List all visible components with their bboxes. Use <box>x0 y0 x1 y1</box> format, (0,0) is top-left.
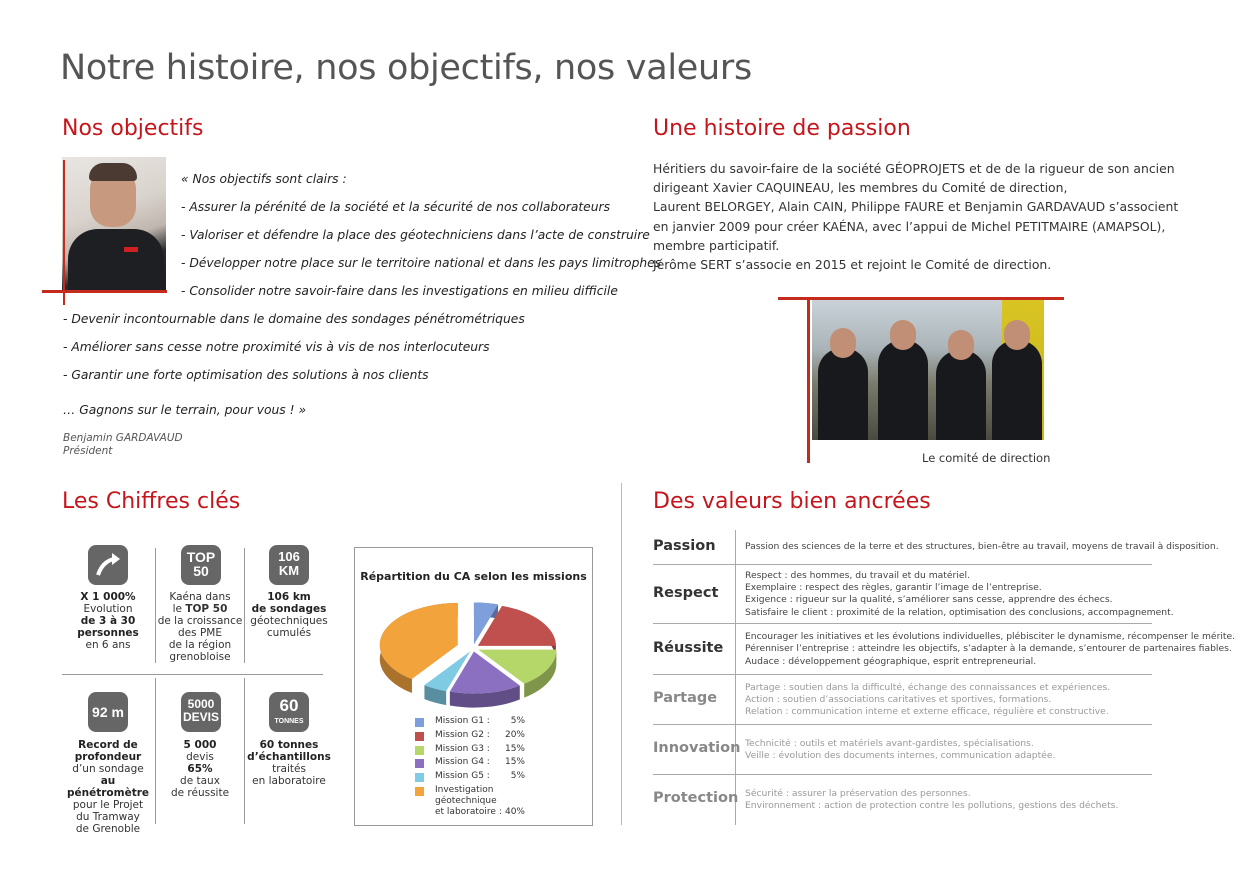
kf-line: 5 000 <box>183 739 217 751</box>
value-name: Respect <box>653 584 719 601</box>
legend-label: Mission G5 : <box>435 771 490 782</box>
kf-line: pour le Projet <box>72 799 144 811</box>
kf-line: grenobloise <box>169 651 231 663</box>
quote-line: - Consolider notre savoir-faire dans les investigations en milieu difficile <box>181 284 618 298</box>
kf-line: de taux <box>180 775 220 787</box>
quote-line: « Nos objectifs sont clairs : <box>181 172 347 186</box>
legend-value: 15% <box>504 757 525 768</box>
value-description <box>745 631 1235 668</box>
signature <box>63 432 183 458</box>
value-description-line: Passion des sciences de la terre et des structures, bien-être au travail, moyens de travail à disposition. <box>745 541 1219 553</box>
kf-line: Evolution <box>83 603 133 615</box>
quote-line: - Assurer la pérénité de la société et la sécurité de nos collaborateurs <box>181 200 610 214</box>
kf-line: géotechniques <box>250 615 328 627</box>
histoire-paragraph <box>653 159 1193 274</box>
legend-value: 5% <box>510 771 525 782</box>
histoire-line: Jérôme SERT s’associe en 2015 et rejoint le Comité de direction. <box>653 257 1052 273</box>
kf-line: 60 tonnes <box>259 739 319 751</box>
kf-line: de la région <box>168 639 232 651</box>
kf-line: 65% <box>187 763 213 775</box>
value-row-protection <box>653 775 1153 825</box>
kf-line: de 3 à 30 <box>80 615 136 627</box>
legend-value: 5% <box>510 716 525 726</box>
kf-line: des PME <box>178 627 222 639</box>
value-description-line: Action : soutien d’associations caritatives et sportives, formations. <box>745 693 1052 705</box>
quote-line: - Devenir incontournable dans le domaine des sondages pénétrométriques <box>63 312 525 326</box>
kf-line: X 1 000% <box>80 591 136 603</box>
key-figure-top50 <box>156 591 244 663</box>
kf-line: d’échantillons <box>247 751 331 763</box>
legend-swatch <box>415 787 424 796</box>
value-description <box>745 788 1118 813</box>
histoire-heading: Une histoire de passion <box>653 116 911 141</box>
value-row-réussite <box>653 624 1236 675</box>
value-description-line: Exigence : rigueur sur la qualité, s’améliorer sans cesse, apprendre des échecs. <box>745 594 1113 606</box>
value-row-innovation <box>653 725 1153 775</box>
value-row-respect <box>653 565 1174 624</box>
legend-label: Investigation géotechnique et laboratoire : <box>435 784 502 817</box>
kf-line: devis <box>186 751 214 763</box>
kf-line: le TOP 50 <box>172 603 228 615</box>
kf-line: d’un sondage <box>72 763 144 775</box>
grid-line <box>62 674 323 675</box>
value-description-line: Encourager les initiatives et les évolutions individuelles, plébisciter le dynamisme, récompenser le mérite. <box>745 631 1236 643</box>
top50-icon: TOP 50 <box>181 545 221 585</box>
legend-label: Mission G3 : <box>435 743 490 754</box>
legend-value: 40% <box>504 806 525 817</box>
value-description-line: Exemplaire : respect des règles, garantir l’image de l’entreprise. <box>745 582 1042 594</box>
quote-line: - Garantir une forte optimisation des solutions à nos clients <box>63 368 429 382</box>
tonnes-icon: 60 TONNES <box>269 692 309 732</box>
quote-line: - Valoriser et défendre la place des géotechniciens dans l’acte de construire <box>181 228 650 242</box>
valeurs-heading: Des valeurs bien ancrées <box>653 489 931 514</box>
legend-swatch <box>415 718 424 727</box>
pie-svg <box>355 588 592 718</box>
kf-line: de Grenoble <box>75 823 141 835</box>
legend-label: Mission G1 : <box>435 716 490 726</box>
president-photo <box>62 157 166 293</box>
legend-value: 20% <box>504 729 525 740</box>
km-icon: 106 KM <box>269 545 309 585</box>
histoire-line: dirigeant Xavier CAQUINEAU, les membres du Comité de direction, <box>653 180 1068 196</box>
value-name: Innovation <box>653 740 741 756</box>
histoire-line: Laurent BELORGEY, Alain CAIN, Philippe FAURE et Benjamin GARDAVAUD s’associent <box>653 199 1179 215</box>
key-figure-growth <box>62 591 154 651</box>
quote-line: - Améliorer sans cesse notre proximité vis à vis de nos interlocuteurs <box>63 340 490 354</box>
kf-line: Record de <box>78 739 138 751</box>
key-figure-tonnes <box>245 739 333 787</box>
kf-line: Kaéna dans <box>169 591 231 603</box>
key-figure-km <box>245 591 333 639</box>
value-name: Réussite <box>653 639 724 656</box>
value-description-line: Audace : développement géographique, esprit entrepreneurial. <box>745 655 1037 667</box>
kf-line: profondeur <box>74 751 142 763</box>
kf-line: de sondages <box>251 603 327 615</box>
kf-line: au pénétromètre <box>66 775 150 799</box>
signature-role: Président <box>63 445 113 457</box>
photo2-accent-line-vertical <box>807 300 810 463</box>
legend-swatch <box>415 773 424 782</box>
section-divider <box>621 483 622 825</box>
objectifs-heading: Nos objectifs <box>62 116 204 141</box>
photo-accent-line-vertical <box>63 160 65 305</box>
value-description <box>745 541 1219 553</box>
kf-line: cumulés <box>266 627 312 639</box>
ca-pie-chart <box>354 547 593 826</box>
committee-photo <box>812 300 1044 440</box>
kf-line: 106 km <box>267 591 311 603</box>
value-description <box>745 570 1174 619</box>
legend-swatch <box>415 732 424 741</box>
photo2-accent-line <box>778 297 1064 300</box>
photo-accent-line <box>42 290 167 293</box>
histoire-line: membre participatif. <box>653 237 780 253</box>
quote-line: - Développer notre place sur le territoire national et dans les pays limitrophes <box>181 256 662 270</box>
value-description <box>745 738 1055 763</box>
value-row-partage <box>653 675 1153 725</box>
value-name: Partage <box>653 690 718 706</box>
value-row-passion <box>653 530 1219 565</box>
legend-value: 15% <box>504 743 525 754</box>
kf-line: traités <box>272 763 306 775</box>
kf-line: en laboratoire <box>252 775 326 787</box>
depth-icon: 92 m <box>88 692 128 732</box>
key-figure-depth <box>62 739 154 835</box>
chiffres-heading: Les Chiffres clés <box>62 489 241 514</box>
histoire-line: en janvier 2009 pour créer KAÉNA, avec l’appui de Michel PETITMAIRE (AMAPSOL), <box>653 218 1166 234</box>
legend-label: Mission G4 : <box>435 757 490 768</box>
page-title: Notre histoire, nos objectifs, nos valeurs <box>60 48 752 88</box>
value-description-line: Technicité : outils et matériels avant-gardistes, spécialisations. <box>745 737 1034 749</box>
kf-line: de la croissance <box>157 615 243 627</box>
kf-line: personnes <box>77 627 139 639</box>
kf-line: de réussite <box>170 787 230 799</box>
legend-swatch <box>415 759 424 768</box>
value-description-line: Veille : évolution des documents internes, communication adaptée. <box>745 749 1056 761</box>
signature-name: Benjamin GARDAVAUD <box>63 432 183 444</box>
photo-caption: Le comité de direction <box>922 451 1051 465</box>
kf-line: du Tramway <box>76 811 140 823</box>
value-description-line: Respect : des hommes, du travail et du matériel. <box>745 569 971 581</box>
legend-swatch <box>415 746 424 755</box>
value-description-line: Pérenniser l’entreprise : atteindre les objectifs, s’adapter à la demande, s’entourer de partenaires fiables. <box>745 643 1232 655</box>
value-description <box>745 682 1110 719</box>
trend-up-arrow-icon <box>88 545 128 585</box>
value-description-line: Sécurité : assurer la préservation des personnes. <box>745 787 971 799</box>
value-name: Protection <box>653 790 739 806</box>
legend-label: Mission G2 : <box>435 729 490 740</box>
value-description-line: Satisfaire le client : proximité de la relation, optimisation des conclusions, accompagnement. <box>745 606 1174 618</box>
key-figure-devis <box>156 739 244 799</box>
histoire-line: Héritiers du savoir-faire de la société GÉOPROJETS et de de la rigueur de son ancien <box>653 161 1175 176</box>
kf-line: en 6 ans <box>85 639 131 651</box>
value-description-line: Partage : soutien dans la difficulté, échange des connaissances et expériences. <box>745 681 1111 693</box>
value-name: Passion <box>653 537 716 554</box>
devis-icon: 5000 DEVIS <box>181 692 221 732</box>
chart-title: Répartition du CA selon les missions <box>360 570 587 583</box>
value-description-line: Environnement : action de protection contre les pollutions, gestions des déchets. <box>745 799 1119 811</box>
value-description-line: Relation : communication interne et externe efficace, régulière et constructive. <box>745 706 1109 718</box>
quote-line: … Gagnons sur le terrain, pour vous ! » <box>63 403 307 417</box>
